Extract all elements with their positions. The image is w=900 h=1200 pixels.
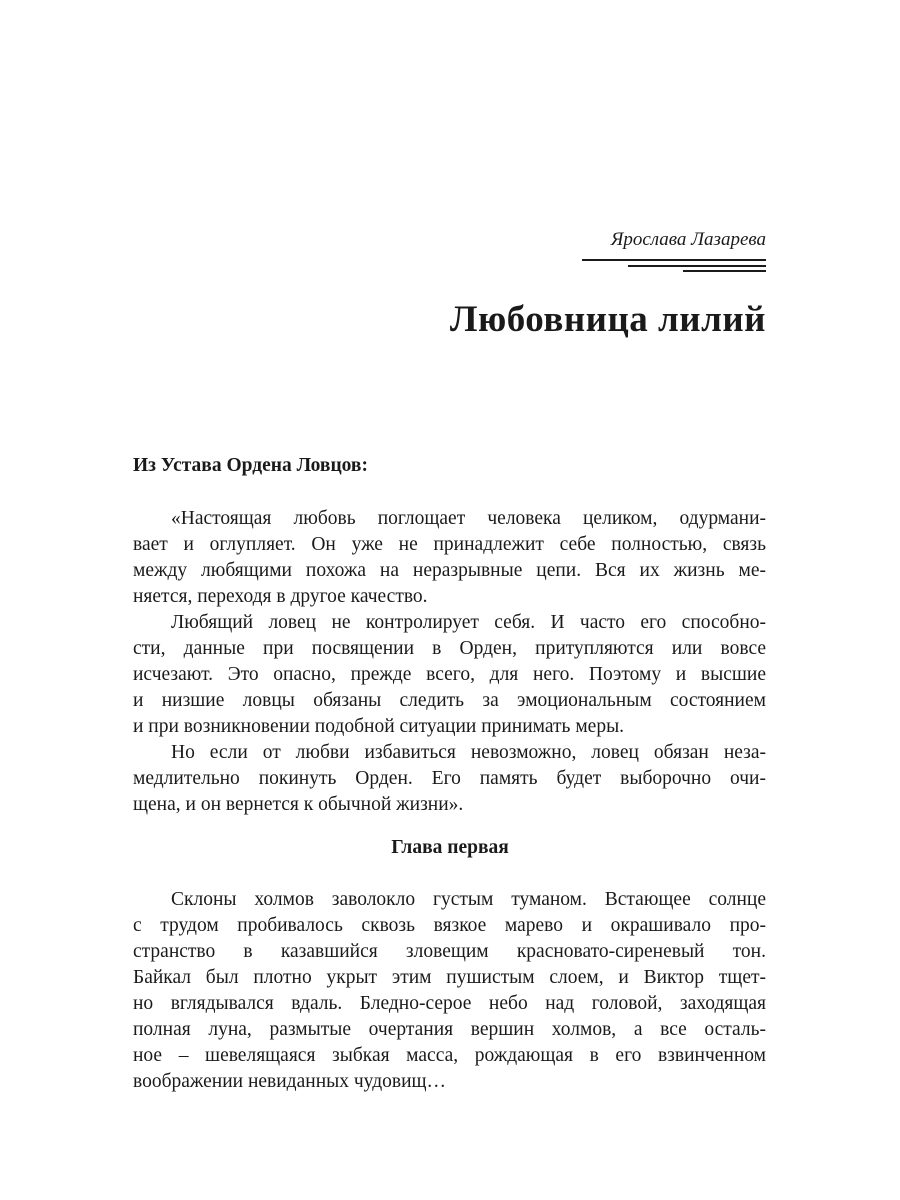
text-line: «Настоящая любовь поглощает человека целиком, одурмани-	[171, 508, 766, 529]
text-line: няется, переходя в другое качество.	[133, 586, 428, 607]
text-line: и при возникновении подобной ситуации принимать меры.	[133, 716, 625, 737]
text-line: медлительно покинуть Орден. Его память будет выборочно очи-	[133, 768, 766, 789]
text-line: исчезают. Это опасно, прежде всего, для него. Поэтому и высшие	[133, 664, 766, 685]
text-line: Любящий ловец не контролирует себя. И часто его способно-	[171, 612, 766, 633]
page-title: Любовница лилий	[449, 299, 766, 340]
text-line: щена, и он вернется к обычной жизни».	[133, 794, 464, 815]
decorative-rule	[683, 270, 766, 272]
text-line: но вглядывался вдаль. Бледно-серое небо над головой, заходящая	[133, 993, 766, 1014]
decorative-rule	[628, 265, 766, 267]
chapter-heading: Глава первая	[391, 837, 509, 858]
decorative-rule	[582, 259, 766, 261]
text-line: воображении невиданных чудовищ…	[133, 1071, 447, 1092]
body-text	[133, 887, 766, 1095]
epigraph-text	[133, 506, 766, 818]
text-line: Склоны холмов заволокло густым туманом. Встающее солнце	[171, 889, 766, 910]
epigraph-heading: Из Устава Ордена Ловцов:	[133, 455, 368, 476]
text-line: сти, данные при посвящении в Орден, притупляются или вовсе	[133, 638, 766, 659]
text-line: полная луна, размытые очертания вершин холмов, а все осталь-	[133, 1019, 766, 1040]
text-line: ное – шевелящаяся зыбкая масса, рождающая в его взвинченном	[133, 1045, 766, 1066]
author-name: Ярослава Лазарева	[610, 229, 766, 250]
text-line: Байкал был плотно укрыт этим пушистым слоем, и Виктор тщет-	[133, 967, 766, 988]
text-line: и низшие ловцы обязаны следить за эмоциональным состоянием	[133, 690, 766, 711]
text-line: вает и оглупляет. Он уже не принадлежит себе полностью, связь	[133, 534, 766, 555]
text-line: с трудом пробивалось сквозь вязкое марево и окрашивало про-	[133, 915, 766, 936]
text-line: Но если от любви избавиться невозможно, ловец обязан неза-	[171, 742, 766, 763]
text-line: странство в казавшийся зловещим красновато-сиреневый тон.	[133, 941, 766, 962]
text-line: между любящими похожа на неразрывные цепи. Вся их жизнь ме-	[133, 560, 766, 581]
